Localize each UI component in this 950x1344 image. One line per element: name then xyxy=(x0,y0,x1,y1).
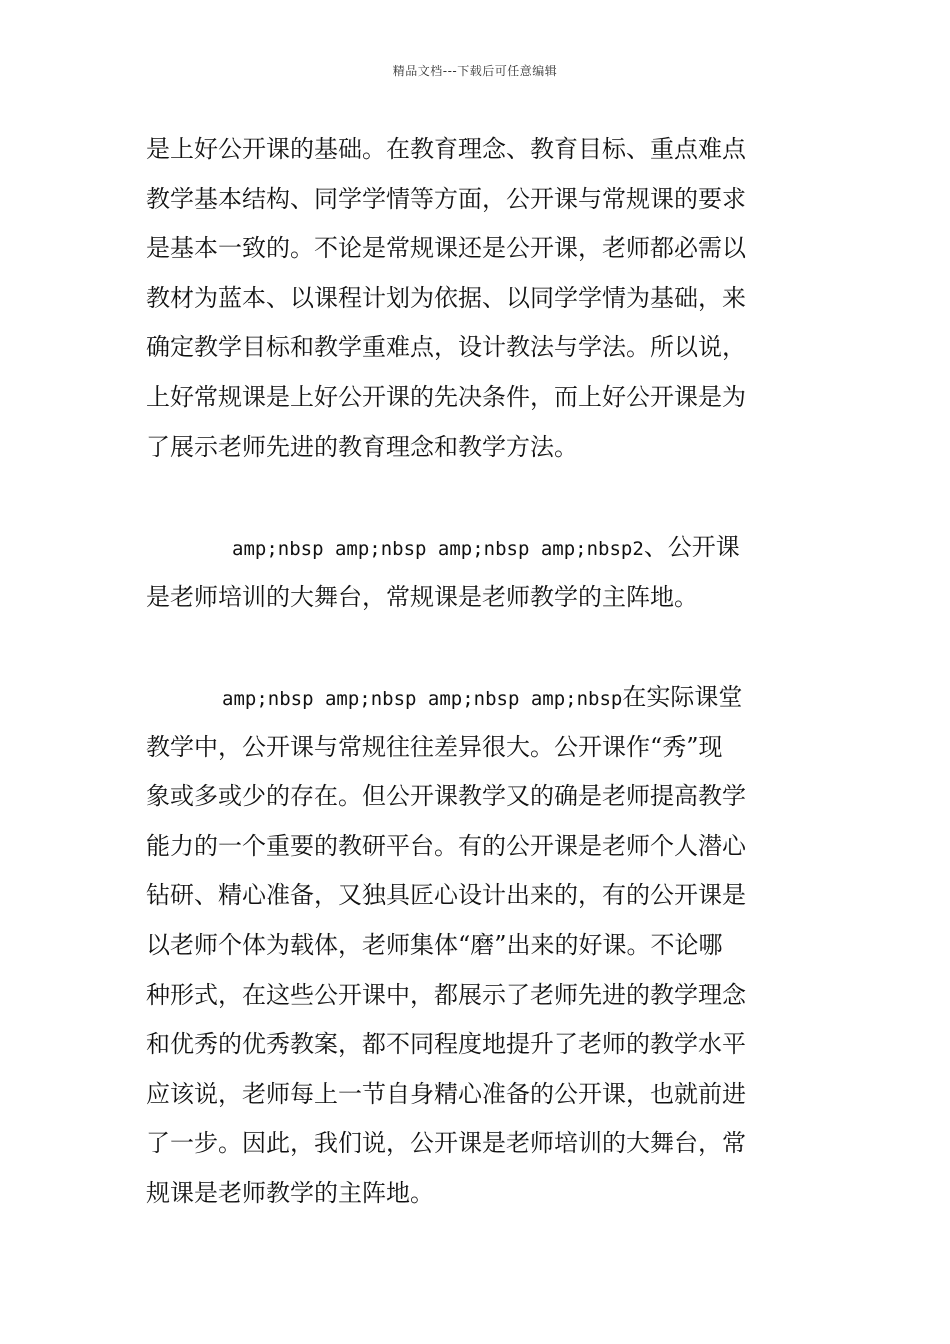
paragraph-line: 以老师个体为载体，老师集体“磨”出来的好课。不论哪 xyxy=(146,930,723,959)
line-text: 、公开课 xyxy=(643,533,740,561)
paragraph-line: 种形式，在这些公开课中，都展示了老师先进的教学理念 xyxy=(146,980,746,1009)
nbsp-prefix: amp;nbsp amp;nbsp amp;nbsp amp;nbsp xyxy=(222,688,623,710)
paragraph-line: 了一步。因此，我们说，公开课是老师培训的大舞台，常 xyxy=(146,1129,746,1158)
nbsp-prefix: amp;nbsp amp;nbsp amp;nbsp amp;nbsp2 xyxy=(232,538,644,560)
paragraph-3 xyxy=(146,673,806,1219)
paragraph-line: 和优秀的优秀教案，都不同程度地提升了老师的教学水平 xyxy=(146,1030,746,1059)
paragraph-2 xyxy=(146,523,806,622)
paragraph-1 xyxy=(146,125,806,472)
paragraph-line: 了展示老师先进的教育理念和教学方法。 xyxy=(146,432,578,461)
paragraph-first-line xyxy=(146,673,806,723)
paragraph-line: 教学中，公开课与常规往往差异很大。公开课作“秀”现 xyxy=(146,732,723,761)
paragraph-line: 钻研、精心准备，又独具匠心设计出来的，有的公开课是 xyxy=(146,881,746,910)
paragraph-line: 能力的一个重要的教研平台。有的公开课是老师个人潜心 xyxy=(146,831,746,860)
paragraph-first-line xyxy=(146,523,806,573)
paragraph-line: 是老师培训的大舞台，常规课是老师教学的主阵地。 xyxy=(146,582,698,611)
paragraph-line: 确定教学目标和教学重难点，设计教法与学法。所以说， xyxy=(146,333,746,362)
paragraph-line: 教材为蓝本、以课程计划为依据、以同学学情为基础，来 xyxy=(146,283,746,312)
paragraph-line: 是基本一致的。不论是常规课还是公开课，老师都必需以 xyxy=(146,234,746,263)
paragraph-line: 应该说，老师每上一节自身精心准备的公开课，也就前进 xyxy=(146,1079,746,1108)
paragraph-line: 教学基本结构、同学学情等方面，公开课与常规课的要求 xyxy=(146,184,746,213)
paragraph-line: 上好常规课是上好公开课的先决条件，而上好公开课是为 xyxy=(146,382,746,411)
page-header: 精品文档---下载后可任意编辑 xyxy=(392,64,558,78)
line-text: 在实际课堂 xyxy=(622,683,743,711)
paragraph-line: 是上好公开课的基础。在教育理念、教育目标、重点难点 xyxy=(146,135,746,163)
paragraph-line: 象或多或少的存在。但公开课教学又的确是老师提高教学 xyxy=(146,782,746,811)
paragraph-line: 规课是老师教学的主阵地。 xyxy=(146,1178,434,1207)
